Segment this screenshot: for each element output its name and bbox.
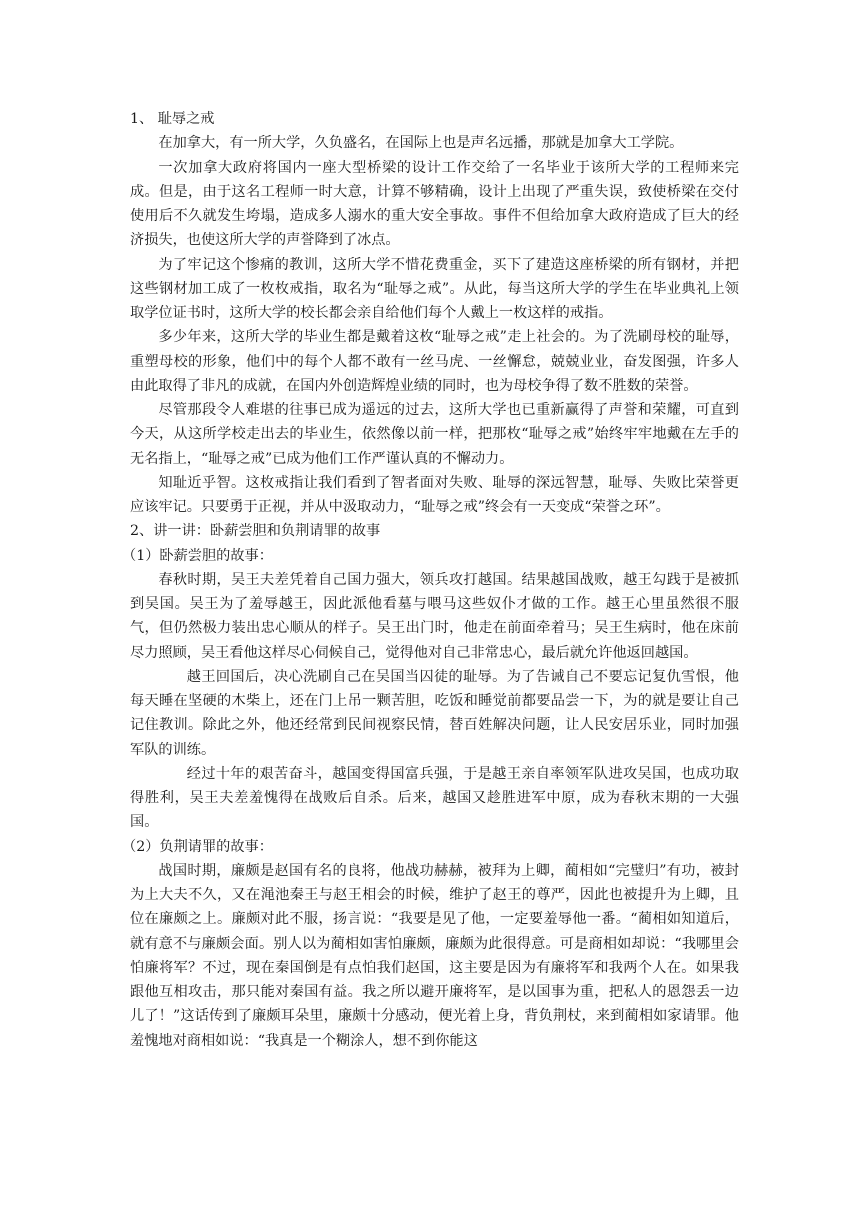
- paragraph: 知耻近乎智。这枚戒指让我们看到了智者面对失败、耻辱的深远智慧，耻辱、失败比荣誉更应该牢记。只要勇于正视，并从中汲取动力，“耻辱之戒”终会有一天变成“荣誉之环”。: [130, 474, 739, 515]
- paragraph: 为了牢记这个惨痛的教训，这所大学不惜花费重金，买下了建造这座桥梁的所有钢材，并把这些钢材加工成了一枚枚戒指，取名为“耻辱之戒”。从此，每当这所大学的学生在毕业典礼上领取学位证书时，这所大学的校长都会亲自给他们每个人戴上一枚这样的戒指。: [130, 256, 739, 321]
- section2-title: 2、讲一讲：卧薪尝胆和负荆请罪的故事: [130, 523, 381, 540]
- paragraph: 一次加拿大政府将国内一座大型桥梁的设计工作交给了一名毕业于该所大学的工程师来完成。但是，由于这名工程师一时大意，计算不够精确，设计上出现了严重失误，致使桥梁在交付使用后不久就发生垮塌，造成多人溺水的重大安全事故。事件不但给加拿大政府造成了巨大的经济损失，也使这所大学的声誉降到了冰点。: [130, 159, 739, 249]
- paragraph: 春秋时期，吴王夫差凭着自己国力强大，领兵攻打越国。结果越国战败，越王勾践于是被抓到吴国。吴王为了羞辱越王，因此派他看墓与喂马这些奴仆才做的工作。越王心里虽然很不服气，但仍然极力装出忠心顺从的样子。吴王出门时，他走在前面牵着马；吴王生病时，他在床前尽力照顾，吴王看他这样尽心伺候自己，觉得他对自己非常忠心，最后就允许他返回越国。: [130, 571, 739, 661]
- paragraph: 在加拿大，有一所大学，久负盛名，在国际上也是声名远播，那就是加拿大工学院。: [158, 135, 684, 152]
- document-body: [122, 107, 739, 1053]
- section1-title: 1、 耻辱之戒: [130, 111, 215, 127]
- paragraph: 尽管那段令人难堪的往事已成为遥远的过去，这所大学也已重新赢得了声誉和荣耀，可直到今天，从这所学校走出去的毕业生，依然像以前一样，把那枚“耻辱之戒”始终牢牢地戴在左手的无名指上，“耻辱之戒”已成为他们工作严谨认真的不懈动力。: [130, 402, 739, 467]
- paragraph: 越王回国后，决心洗刷自己在吴国当囚徒的耻辱。为了告诫自己不要忘记复仇雪恨，他每天睡在坚硬的木柴上，还在门上吊一颗苦胆，吃饭和睡觉前都要品尝一下，为的就是要让自己记住教训。除此之外，他还经常到民间视察民情，替百姓解决问题，让人民安居乐业，同时加强军队的训练。: [130, 668, 739, 758]
- paragraph: 经过十年的艰苦奋斗，越国变得国富兵强，于是越王亲自率领军队进攻吴国，也成功取得胜利，吴王夫差羞愧得在战败后自杀。后来，越国又趁胜进军中原，成为春秋末期的一大强国。: [130, 765, 739, 831]
- story2-title: （2）负荆请罪的故事：: [122, 838, 273, 855]
- paragraph: 战国时期，廉颇是赵国有名的良将，他战功赫赫，被拜为上卿，蔺相如“完璧归”有功，被封为上大夫不久，又在渑池秦王与赵王相会的时候，维护了赵王的尊严，因此也被提升为上卿，且位在廉颇之上。廉颇对此不服，扬言说：“我要是见了他，一定要羞辱他一番。“蔺相如知道后，就有意不与廉颇会面。别人以为蔺相如害怕廉颇，廉颇为此很得意。可是商相如却说：“我哪里会怕廉将军？不过，现在秦国倒是有点怕我们赵国，这主要是因为有廉将军和我两个人在。如果我跟他互相攻击，那只能对秦国有益。我之所以避开廉将军，是以国事为重，把私人的恩怨丢一边儿了！”这话传到了廉颇耳朵里，廉颇十分感动，便光着上身，背负荆杖，来到蔺相如家请罪。他羞愧地对商相如说：“我真是一个糊涂人，想不到你能这: [130, 862, 739, 1049]
- paragraph: 多少年来，这所大学的毕业生都是戴着这枚“耻辱之戒”走上社会的。为了洗刷母校的耻辱，重塑母校的形象，他们中的每个人都不敢有一丝马虎、一丝懈怠，兢兢业业，奋发图强，许多人由此取得了非凡的成就，在国内外创造辉煌业绩的同时，也为母校争得了数不胜数的荣誉。: [130, 329, 739, 394]
- story1-title: （1）卧薪尝胆的故事：: [122, 547, 273, 564]
